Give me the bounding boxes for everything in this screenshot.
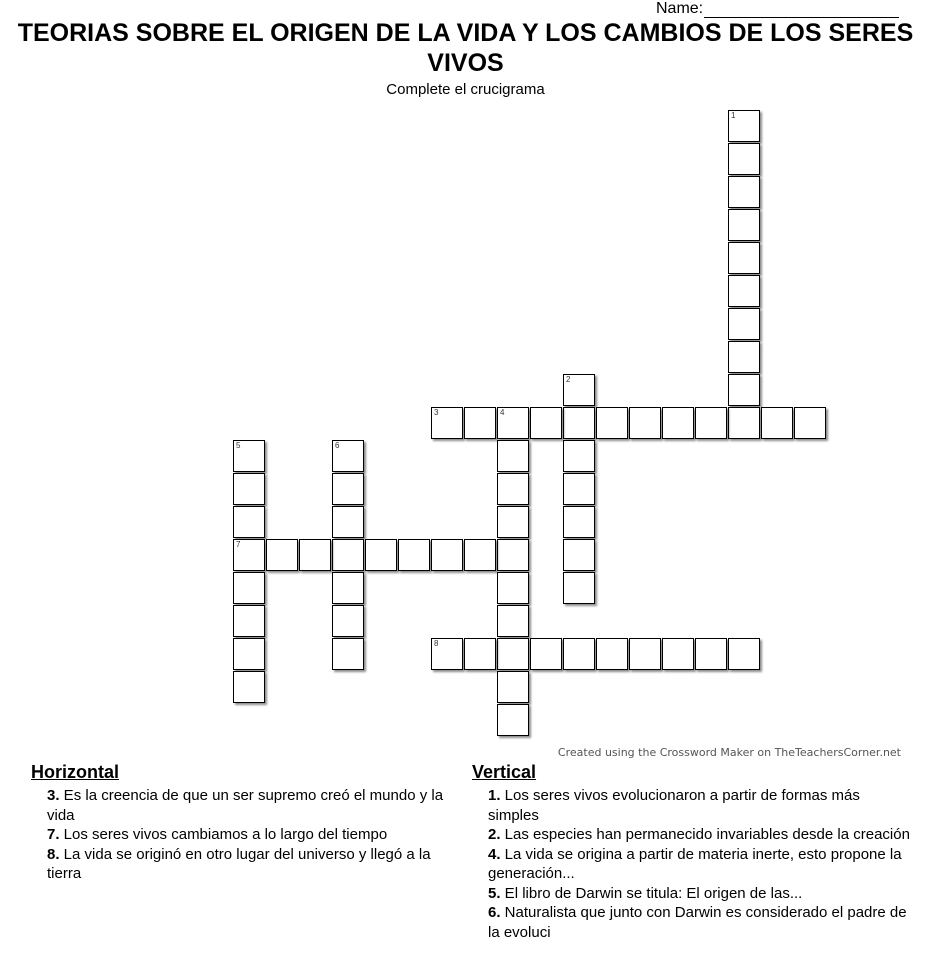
clue-number: 8 (434, 639, 439, 648)
vertical-clue (472, 786, 912, 825)
clue-text: El libro de Darwin se titula: El origen de las... (500, 884, 803, 902)
crossword-cell[interactable] (629, 638, 661, 670)
crossword-cell[interactable] (233, 605, 265, 637)
crossword-cell[interactable] (497, 440, 529, 472)
vertical-heading: Vertical (472, 762, 537, 782)
crossword-cell[interactable] (563, 638, 595, 670)
crossword-cell[interactable] (728, 374, 760, 406)
crossword-cell[interactable] (464, 407, 496, 439)
crossword-cell[interactable] (497, 572, 529, 604)
crossword-cell[interactable] (563, 473, 595, 505)
clue-number: 2 (566, 375, 571, 384)
clue-number: 5 (236, 441, 241, 450)
crossword-cell[interactable] (497, 638, 529, 670)
crossword-cell[interactable] (530, 407, 562, 439)
crossword-cell[interactable] (563, 440, 595, 472)
horizontal-clue (31, 786, 461, 825)
crossword-cell[interactable] (332, 572, 364, 604)
crossword-cell[interactable] (662, 638, 694, 670)
crossword-cell[interactable] (563, 539, 595, 571)
crossword-cell[interactable] (266, 539, 298, 571)
crossword-cell[interactable] (728, 275, 760, 307)
crossword-cell[interactable] (563, 407, 595, 439)
crossword-cell[interactable] (629, 407, 661, 439)
clue-num: 1. (488, 787, 501, 804)
crossword-cell[interactable] (398, 539, 430, 571)
name-blank-line[interactable] (704, 1, 899, 18)
crossword-cell[interactable] (728, 176, 760, 208)
crossword-cell[interactable] (563, 572, 595, 604)
crossword-cell[interactable] (728, 242, 760, 274)
crossword-cell[interactable] (695, 407, 727, 439)
clue-text: Los seres vivos cambiamos a lo largo del tiempo (59, 826, 388, 843)
crossword-cell[interactable] (332, 605, 364, 637)
crossword-cell[interactable] (728, 110, 760, 142)
horizontal-clues (31, 760, 461, 884)
crossword-cell[interactable] (596, 407, 628, 439)
vertical-clue (472, 845, 912, 884)
clue-number: 1 (731, 111, 736, 120)
vertical-clue-list (472, 786, 912, 942)
crossword-cell[interactable] (728, 638, 760, 670)
crossword-cell[interactable] (728, 407, 760, 439)
horizontal-heading: Horizontal (31, 762, 119, 782)
crossword-cell[interactable] (728, 209, 760, 241)
crossword-cell[interactable] (530, 638, 562, 670)
crossword-cell[interactable] (332, 539, 364, 571)
credit-line: Created using the Crossword Maker on TheTeachersCorner.net (557, 746, 901, 759)
crossword-cell[interactable] (497, 506, 529, 538)
crossword-cell[interactable] (728, 308, 760, 340)
crossword-cell[interactable] (761, 407, 793, 439)
clue-num: 5. (488, 884, 501, 902)
crossword-cell[interactable] (233, 473, 265, 505)
crossword-cell[interactable] (728, 143, 760, 175)
crossword-cell[interactable] (497, 473, 529, 505)
clue-number: 6 (335, 441, 340, 450)
crossword-cell[interactable] (233, 671, 265, 703)
crossword-cell[interactable] (233, 638, 265, 670)
clue-text: La vida se origina a partir de materia inerte, esto propone la generación... (488, 845, 902, 882)
crossword-cell[interactable] (497, 539, 529, 571)
clue-num: 2. (488, 826, 501, 843)
crossword-cell[interactable] (431, 638, 463, 670)
clue-num: 4. (488, 845, 501, 863)
page-title: TEORIAS SOBRE EL ORIGEN DE LA VIDA Y LOS CAMBIOS DE LOS SERES VIVOS (17, 19, 914, 77)
crossword-cell[interactable] (464, 638, 496, 670)
name-field[interactable] (656, 0, 899, 18)
crossword-cell[interactable] (497, 407, 529, 439)
crossword-cell[interactable] (431, 407, 463, 439)
clue-num: 6. (488, 904, 501, 921)
clue-num: 7. (47, 826, 60, 843)
crossword-cell[interactable] (497, 671, 529, 703)
crossword-cell[interactable] (332, 638, 364, 670)
vertical-clue (472, 825, 912, 845)
horizontal-clue (31, 845, 461, 884)
clue-text: La vida se originó en otro lugar del universo y llegó a la tierra (47, 845, 431, 882)
horizontal-clue-list (31, 786, 461, 884)
crossword-cell[interactable] (563, 506, 595, 538)
crossword-cell[interactable] (728, 341, 760, 373)
name-label: Name: (656, 0, 704, 17)
crossword-cell[interactable] (431, 539, 463, 571)
crossword-cell[interactable] (233, 440, 265, 472)
crossword-cell[interactable] (497, 605, 529, 637)
vertical-clue (472, 903, 912, 942)
crossword-cell[interactable] (563, 374, 595, 406)
crossword-cell[interactable] (332, 440, 364, 472)
clue-text: Los seres vivos evolucionaron a partir de formas más simples (488, 787, 860, 824)
crossword-cell[interactable] (662, 407, 694, 439)
crossword-cell[interactable] (233, 506, 265, 538)
clue-text: Es la creencia de que un ser supremo creó el mundo y la vida (47, 787, 444, 824)
crossword-cell[interactable] (695, 638, 727, 670)
crossword-cell[interactable] (233, 572, 265, 604)
clue-num: 3. (47, 787, 60, 804)
crossword-cell[interactable] (332, 506, 364, 538)
clue-text: Naturalista que junto con Darwin es considerado el padre de la evoluci (488, 904, 907, 941)
vertical-clue (472, 884, 912, 904)
crossword-cell[interactable] (794, 407, 826, 439)
clue-number: 4 (500, 408, 505, 417)
crossword-cell[interactable] (596, 638, 628, 670)
crossword-cell[interactable] (233, 539, 265, 571)
crossword-cell[interactable] (332, 473, 364, 505)
clue-text: Las especies han permanecido invariables desde la creación (500, 826, 910, 843)
clue-number: 3 (434, 408, 439, 417)
clue-num: 8. (47, 845, 60, 863)
crossword-cell[interactable] (365, 539, 397, 571)
crossword-cell[interactable] (464, 539, 496, 571)
clue-number: 7 (236, 540, 241, 549)
page-subtitle: Complete el crucigrama (386, 81, 545, 98)
vertical-clues (472, 760, 912, 942)
crossword-cell[interactable] (299, 539, 331, 571)
horizontal-clue (31, 825, 461, 845)
crossword-cell[interactable] (497, 704, 529, 736)
